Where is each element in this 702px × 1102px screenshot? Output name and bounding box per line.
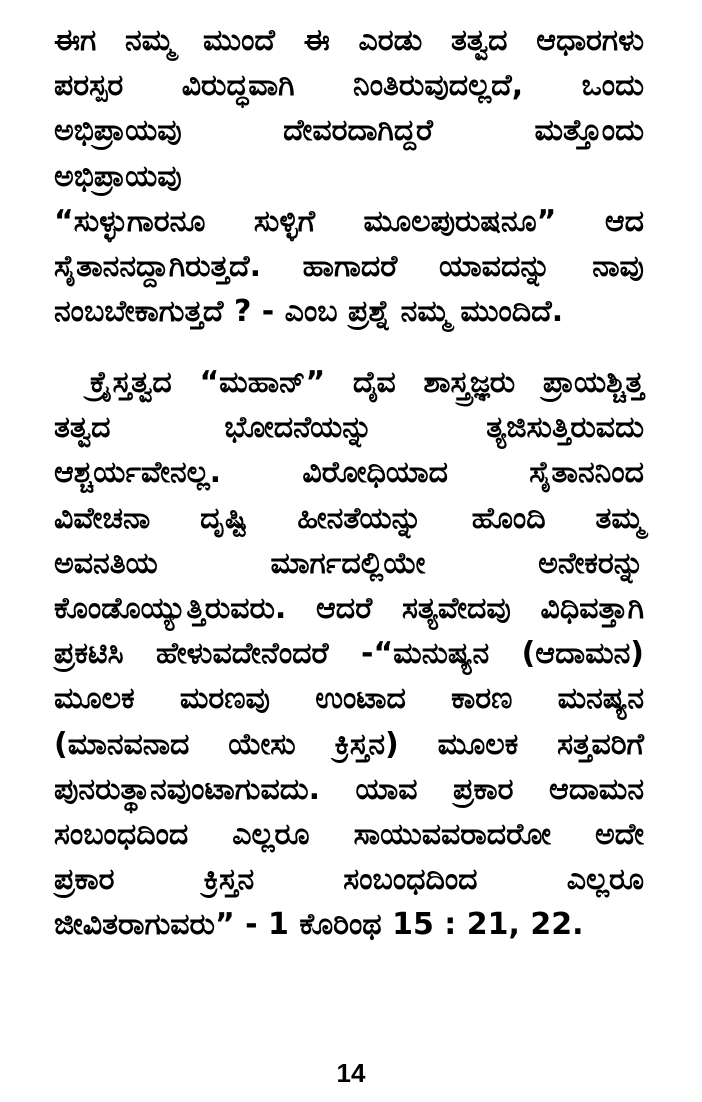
paragraph-line: ಅಭಿಪ್ರಾಯವು — [54, 158, 182, 194]
paragraph-line: ಜೀವಿತರಾಗುವರು” - 1 ಕೊರಿಂಥ 15 : 21, 22. — [54, 907, 584, 943]
paragraph-line: “ಸುಳ್ಳುಗಾರನೂ ಸುಳ್ಳಿಗೆ ಮೂಲಪುರುಷನೂ” ಆದ — [54, 203, 644, 239]
paragraph-line: ಪ್ರಕಟಿಸಿ ಹೇಳುವದೇನೆಂದರೆ -“ಮನುಷ್ಯನ (ಆದಾಮನ) — [54, 636, 644, 672]
page-number: 14 — [336, 1058, 366, 1088]
paragraph-line: ಪ್ರಕಾರ ಕ್ರಿಸ್ತನ ಸಂಬಂಧದಿಂದ ಎಲ್ಲರೂ — [54, 862, 644, 898]
paragraph-line: ಕೊಂಡೊಯ್ಯುತ್ತಿರುವರು. ಆದರೆ ಸತ್ಯವೇದವು ವಿಧಿವತ್ತಾಗಿ — [54, 590, 644, 626]
paragraph-line: ತತ್ವದ ಭೋದನೆಯನ್ನು ತ್ಯಜಿಸುತ್ತಿರುವದು — [54, 410, 644, 446]
paragraph-2 — [54, 360, 644, 947]
paragraph-line: ಸಂಬಂಧದಿಂದ ಎಲ್ಲರೂ ಸಾಯುವವರಾದರೋ ಅದೇ — [54, 816, 644, 852]
paragraph-line: (ಮಾನವನಾದ ಯೇಸು ಕ್ರಿಸ್ತನ) ಮೂಲಕ ಸತ್ತವರಿಗೆ — [54, 726, 644, 762]
paragraph-line: ಪುನರುತ್ಥಾನವುಂಟಾಗುವದು. ಯಾವ ಪ್ರಕಾರ ಆದಾಮನ — [54, 771, 644, 807]
paragraph-line: ಪರಸ್ಪರ ವಿರುದ್ಧವಾಗಿ ನಿಂತಿರುವುದಲ್ಲದೆ, ಒಂದು — [54, 68, 644, 104]
paragraph-line: ಮೂಲಕ ಮರಣವು ಉಂಟಾದ ಕಾರಣ ಮನಷ್ಯನ — [54, 681, 644, 717]
paragraph-line: ಸೈತಾನನದ್ದಾಗಿರುತ್ತದೆ. ಹಾಗಾದರೆ ಯಾವದನ್ನು ನಾವು — [54, 248, 644, 284]
paragraph-line: ವಿವೇಚನಾ ದೃಷ್ಟಿ ಹೀನತೆಯನ್ನು ಹೊಂದಿ ತಮ್ಮ — [54, 500, 644, 536]
paragraph-line: ಕ್ರೈಸ್ತತ್ವದ “ಮಹಾನ್” ದೈವ ಶಾಸ್ತ್ರಜ್ಞರು ಪ್ರಾಯಶ್ಚಿತ್ತ — [90, 365, 644, 400]
paragraph-line: ಆಶ್ಚರ್ಯವೇನಲ್ಲ. ವಿರೋಧಿಯಾದ ಸೈತಾನನಿಂದ — [54, 455, 644, 491]
paragraph-1 — [54, 18, 644, 334]
paragraph-line: ಈಗ ನಮ್ಮ ಮುಂದೆ ಈ ಎರಡು ತತ್ವದ ಆಧಾರಗಳು — [54, 23, 644, 58]
paragraph-line: ಅವನತಿಯ ಮಾರ್ಗದಲ್ಲಿಯೇ ಅನೇಕರನ್ನು — [54, 545, 644, 581]
paragraph-line: ಅಭಿಪ್ರಾಯವು ದೇವರದಾಗಿದ್ದರೆ ಮತ್ತೊಂದು — [54, 113, 644, 149]
paragraph-line: ನಂಬಬೇಕಾಗುತ್ತದೆ ? - ಎಂಬ ಪ್ರಶ್ನೆ ನಮ್ಮ ಮುಂದಿದೆ. — [54, 294, 564, 330]
